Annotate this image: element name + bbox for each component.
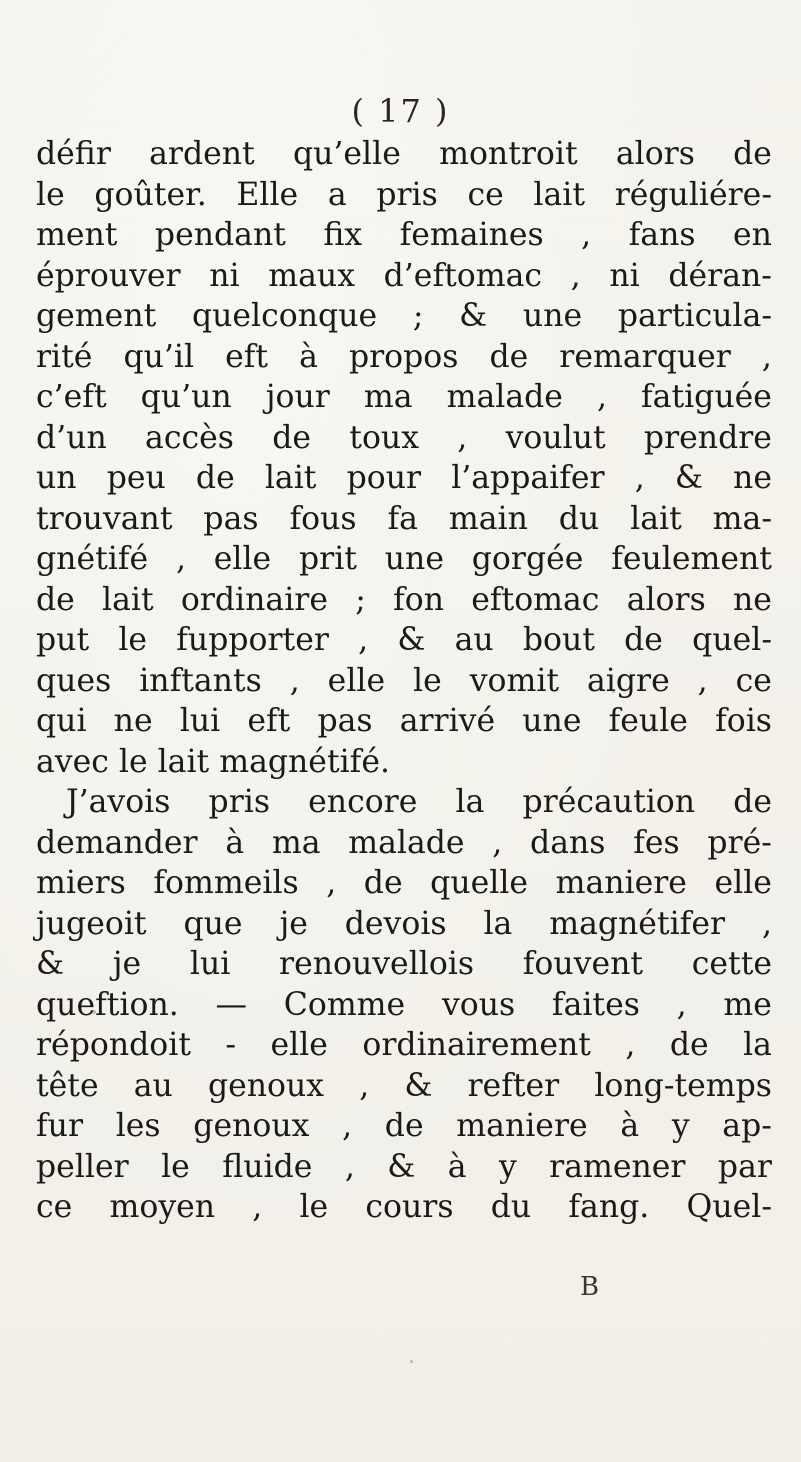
word: J’avois: [66, 784, 171, 820]
word: queftion.: [36, 986, 179, 1023]
word: Quel-: [686, 1189, 772, 1225]
word: alors: [626, 581, 706, 618]
word: ;: [412, 298, 424, 334]
word: ment: [36, 217, 118, 253]
word: de: [733, 784, 772, 820]
text-line: [36, 1025, 772, 1066]
word: y: [498, 1148, 517, 1185]
word: arrivé: [399, 703, 496, 739]
word: ,: [326, 865, 337, 901]
word: c’eft: [36, 379, 107, 415]
word: ramener: [549, 1148, 686, 1185]
word: un: [36, 460, 77, 496]
word: par: [717, 1148, 772, 1185]
paper-spot: [92, 1010, 96, 1014]
word: moyen: [109, 1189, 216, 1225]
word: une: [384, 541, 444, 577]
text-line: [36, 296, 772, 337]
body-text: [36, 134, 772, 1228]
word: à: [620, 1108, 640, 1144]
word: ,: [581, 217, 592, 253]
word: remarquer: [559, 338, 731, 375]
word: pas: [203, 500, 259, 537]
word: les: [115, 1108, 161, 1144]
word: ,: [358, 622, 369, 658]
word: gement: [36, 298, 157, 334]
word: demander: [36, 824, 198, 861]
word: vomit: [469, 662, 560, 699]
word: du: [490, 1189, 532, 1225]
word: ,: [761, 338, 772, 375]
word: lait: [102, 581, 154, 618]
word: ce: [36, 1189, 73, 1225]
word: -: [225, 1027, 237, 1063]
word: ardent: [149, 136, 255, 172]
word: gnétifé: [36, 541, 149, 577]
word: alors: [615, 136, 695, 172]
word: peu: [106, 460, 166, 496]
word: peller: [36, 1148, 129, 1185]
word: ,: [625, 1027, 636, 1063]
word: eft: [247, 703, 291, 739]
text-line: [36, 620, 772, 661]
text-line: [36, 944, 772, 985]
paper-spot: [410, 1360, 413, 1363]
word: ce: [735, 662, 772, 699]
word: à: [225, 824, 245, 861]
text-line: [36, 985, 772, 1026]
word: cours: [365, 1189, 454, 1225]
text-line: [36, 1106, 772, 1147]
word: &: [404, 1067, 433, 1104]
word: qui: [36, 703, 87, 739]
word: main: [448, 500, 528, 537]
word: ,: [761, 905, 772, 942]
word: pris: [376, 176, 438, 213]
word: encore: [308, 784, 418, 820]
word: accès: [145, 419, 234, 456]
word: quel-: [692, 622, 772, 658]
word: &: [387, 1148, 416, 1185]
word: le: [413, 662, 442, 699]
word: pour: [346, 460, 422, 496]
word: de: [363, 865, 403, 901]
word: elle: [270, 1027, 328, 1063]
word: ma: [363, 379, 413, 415]
text-line: [36, 215, 772, 256]
word: ,: [596, 379, 607, 415]
word: fluide: [222, 1148, 313, 1185]
word: elle: [213, 541, 272, 577]
word: fix: [323, 217, 363, 253]
word: Elle: [236, 176, 299, 213]
word: je: [279, 905, 308, 942]
word: ,: [289, 662, 300, 699]
word: elle: [327, 662, 386, 699]
word: refter: [467, 1067, 560, 1104]
text-line: [36, 175, 772, 216]
word: ne: [732, 581, 772, 618]
word: a: [327, 176, 347, 213]
word: lait: [533, 176, 586, 213]
word: ,: [344, 1148, 355, 1185]
word: de: [733, 136, 772, 172]
text-line: [36, 337, 772, 378]
word: renouvellois: [279, 946, 475, 982]
word: ,: [492, 824, 503, 861]
word: elle: [714, 865, 772, 901]
word: pendant: [154, 217, 286, 253]
word: précaution: [522, 784, 696, 820]
word: l’appaifer: [451, 460, 605, 496]
word: miers: [36, 865, 126, 901]
word: fur: [36, 1108, 84, 1144]
word: d’eftomac: [383, 257, 543, 294]
word: ni: [209, 257, 240, 294]
word: à: [299, 338, 318, 375]
text-line: [36, 823, 772, 864]
word: que: [183, 905, 243, 942]
word: toux: [349, 419, 419, 456]
word: qu’il: [123, 338, 195, 375]
word: de: [272, 419, 312, 456]
word: &: [397, 622, 426, 658]
text-line: [36, 1187, 772, 1228]
word: propos: [348, 338, 459, 375]
word: ,: [570, 257, 581, 294]
word: genoux: [207, 1067, 325, 1104]
text-line: [36, 904, 772, 945]
word: fa: [387, 500, 418, 537]
word: la: [455, 784, 485, 820]
word: dans: [530, 824, 606, 861]
word: Comme: [283, 986, 406, 1023]
word: ,: [252, 1189, 263, 1225]
word: jour: [265, 379, 330, 415]
word: fous: [289, 500, 357, 537]
word: quelle: [430, 865, 529, 901]
word: qu’un: [140, 379, 232, 415]
word: &: [36, 946, 65, 982]
word: ,: [697, 662, 708, 699]
word: gorgée: [471, 541, 584, 577]
word: ni: [609, 257, 640, 294]
word: prit: [298, 541, 357, 577]
word: &: [459, 298, 488, 334]
word: voulut: [505, 419, 606, 456]
word: la: [483, 905, 513, 942]
word: devois: [344, 905, 447, 942]
word: long-temps: [594, 1067, 772, 1104]
word: de: [624, 622, 663, 658]
word: le: [118, 622, 148, 658]
word: à: [447, 1148, 467, 1185]
word: maniere: [456, 1108, 588, 1144]
word: fommeils: [153, 865, 299, 901]
word: eft: [225, 338, 269, 375]
text-line: [36, 1066, 772, 1107]
word: fon: [393, 581, 444, 618]
signature-mark: B: [580, 1272, 600, 1302]
word: du: [558, 500, 600, 537]
text-line: [36, 661, 772, 702]
word: fouvent: [522, 946, 644, 982]
word: d’un: [36, 419, 107, 456]
word: &: [674, 460, 703, 496]
word: ordinairement: [362, 1027, 591, 1063]
word: au: [454, 622, 494, 658]
word: fatiguée: [641, 379, 772, 415]
word: inftants: [139, 662, 262, 699]
word: particula-: [617, 298, 772, 334]
word: une: [522, 703, 582, 739]
paper-spot: [612, 690, 615, 693]
word: lui: [189, 946, 231, 982]
word: de: [489, 338, 529, 375]
word: maux: [268, 257, 355, 294]
word: femaines: [399, 217, 544, 253]
word: ,: [342, 1108, 353, 1144]
word: fupporter: [176, 622, 329, 658]
word: lait: [264, 460, 317, 496]
word: ;: [355, 581, 366, 618]
word: jugeoit: [36, 905, 147, 942]
text-line: [36, 701, 772, 742]
text-line: [36, 418, 772, 459]
word: qu’elle: [292, 136, 401, 172]
word: magnétifer: [549, 905, 726, 942]
word: ma: [271, 824, 321, 861]
word: au: [133, 1067, 173, 1104]
word: lui: [179, 703, 221, 739]
text-line: [36, 1147, 772, 1188]
word: genoux: [193, 1108, 310, 1144]
word: ma-: [712, 500, 772, 537]
word: le: [299, 1189, 329, 1225]
word: déran-: [668, 257, 772, 294]
word: vous: [441, 986, 516, 1023]
word: malade: [348, 824, 465, 861]
word: ,: [175, 541, 186, 577]
word: fois: [715, 703, 772, 739]
word: faites: [551, 986, 640, 1023]
word: feule: [608, 703, 688, 739]
word: ne: [113, 703, 153, 739]
word: ques: [36, 662, 112, 699]
word: je: [112, 946, 142, 982]
word: malade: [446, 379, 563, 415]
word: de: [195, 460, 235, 496]
text-line: [36, 782, 772, 823]
text-line: [36, 256, 772, 297]
word: —: [215, 986, 247, 1023]
text-line: [36, 134, 772, 175]
word: ,: [634, 460, 645, 496]
word: réguliére-: [614, 176, 772, 213]
word: éprouver: [36, 257, 181, 294]
word: répondoit: [36, 1027, 191, 1063]
word: de: [669, 1027, 709, 1063]
text-line: [36, 377, 772, 418]
word: de: [36, 581, 75, 618]
word: aigre: [587, 662, 670, 699]
word: défir: [36, 136, 111, 172]
text-line: [36, 539, 772, 580]
word: pré-: [707, 824, 772, 861]
word: une: [522, 298, 583, 334]
word: tête: [36, 1067, 99, 1104]
text-line: [36, 499, 772, 540]
word: y: [671, 1108, 690, 1144]
word: bout: [522, 622, 595, 658]
text-line: [36, 580, 772, 621]
word: de: [384, 1108, 424, 1144]
word: ce: [467, 176, 504, 213]
word: pas: [317, 703, 373, 739]
word: eftomac: [471, 581, 600, 618]
text-line: [36, 458, 772, 499]
word: ,: [676, 986, 687, 1023]
word: goûter.: [94, 176, 207, 213]
word: le: [161, 1148, 190, 1185]
word: rité: [36, 338, 93, 375]
word: ,: [457, 419, 468, 456]
word: put: [36, 622, 90, 658]
text-line: [36, 863, 772, 904]
word: fang.: [568, 1189, 650, 1225]
word: montroit: [439, 136, 578, 172]
word: ap-: [722, 1108, 772, 1144]
word: en: [733, 217, 772, 253]
word: feulement: [611, 541, 772, 577]
word: ne: [733, 460, 772, 496]
word: pris: [208, 784, 271, 820]
word: cette: [691, 946, 772, 982]
word: quelconque: [191, 298, 378, 334]
word: fans: [628, 217, 696, 253]
word: ,: [359, 1067, 370, 1104]
word: ordinaire: [180, 581, 328, 618]
word: le: [36, 176, 65, 213]
page-number: ( 17 ): [351, 92, 450, 130]
word: me: [723, 986, 772, 1023]
word: la: [743, 1027, 772, 1063]
word: trouvant: [36, 500, 173, 537]
word: prendre: [643, 419, 772, 456]
word: maniere: [555, 865, 687, 901]
word: lait: [630, 500, 682, 537]
text-line: avec le lait magnétifé.: [36, 743, 390, 780]
word: fes: [633, 824, 680, 861]
